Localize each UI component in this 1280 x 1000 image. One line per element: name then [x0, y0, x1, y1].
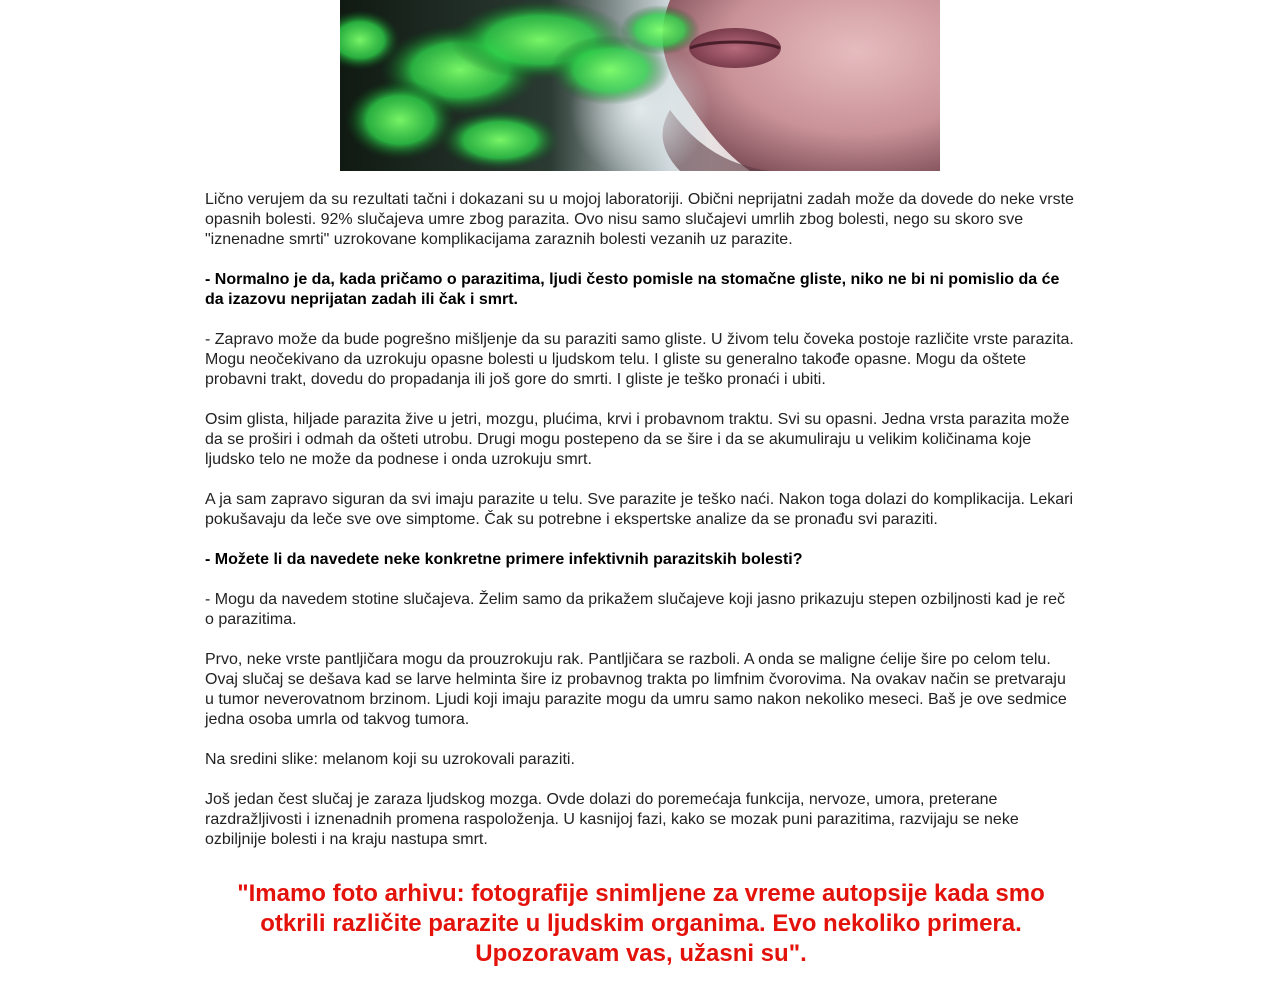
paragraph: Još jedan čest slučaj je zaraza ljudskog mozga. Ovde dolazi do poremećaja funkcija, nervoze, umora, preterane razdražljivosti i iznenadnih promena raspoloženja. U kasnijoj fazi, kako se mozak puni parazitima, razvijaju se neke ozbiljnije bolesti i na kraju nastupa smrt. — [205, 791, 1019, 848]
paragraph: A ja sam zapravo siguran da svi imaju parazite u telu. Sve parazite je teško naći. Nakon toga dolazi do komplikacija. Lekari pokušavaju da leče sve ove simptome. Čak su potrebne i ekspertske analize da se pronađu svi paraziti. — [205, 491, 1074, 528]
article-body — [205, 190, 1077, 850]
image-caption: Na sredini slike: melanom koji su uzrokovali paraziti. — [205, 751, 575, 768]
paragraph: - Mogu da navedem stotine slučajeva. Želim samo da prikažem slučajeve koji jasno prikazuju stepen ozbiljnosti kad je reč o parazitima. — [205, 591, 1065, 628]
paragraph: Prvo, neke vrste pantljičara mogu da prouzrokuju rak. Pantljičara se razboli. A onda se maligne ćelije šire po celom telu. Ovaj slučaj se dešava kad se larve helminta šire iz probavnog trakta po limfnim čvorovima. Na ovakav način se pretvaraju u tumor neverovatnom brzinom. Ljudi koji imaju parazite mogu da umru samo nakon nekoliko meseci. Baš je ove sedmice jedna osoba umrla od takvog tumora. — [205, 651, 1067, 728]
interview-question: - Normalno je da, kada pričamo o parazitima, ljudi često pomisle na stomačne gliste, niko ne bi ni pomislio da će da izazovu neprijatan zadah ili čak i smrt. — [205, 271, 1060, 308]
smoke-breath-illustration — [340, 0, 940, 171]
interview-question: - Možete li da navedete neke konkretne primere infektivnih parazitskih bolesti? — [205, 551, 803, 568]
highlight-quote: "Imamo foto arhivu: fotografije snimljene za vreme autopsije kada smo otkrili različite parazite u ljudskim organima. Evo nekoliko primera. Upozoravam vas, užasni su". — [237, 880, 1045, 967]
article — [205, 0, 1077, 969]
paragraph: Lično verujem da su rezultati tačni i dokazani su u mojoj laboratoriji. Obični neprijatni zadah može da dovede do neke vrste opasnih bolesti. 92% slučajeva umre zbog parazita. Ovo nisu samo slučajevi umrlih zbog bolesti, nego su skoro sve "iznenadne smrti" uzrokovane komplikacijama zaraznih bolesti vezanih uz parazite. — [205, 191, 1074, 248]
hero-image — [340, 0, 940, 171]
paragraph: - Zapravo može da bude pogrešno mišljenje da su paraziti samo gliste. U živom telu čoveka postoje različite vrste parazita. Mogu neočekivano da uzrokuju opasne bolesti u ljudskom telu. I gliste su generalno takođe opasne. Mogu da oštete probavni trakt, dovedu do propadanja ili još gore do smrti. I gliste je teško pronaći i ubiti. — [205, 331, 1074, 388]
paragraph: Osim glista, hiljade parazita žive u jetri, mozgu, plućima, krvi i probavnom traktu. Svi su opasni. Jedna vrsta parazita može da se proširi i odmah da ošteti utrobu. Drugi mogu postepeno da se šire i da se akumuliraju u velikim količinama koje ljudsko telo ne može da podnese i onda uzrokuju smrt. — [205, 411, 1070, 468]
